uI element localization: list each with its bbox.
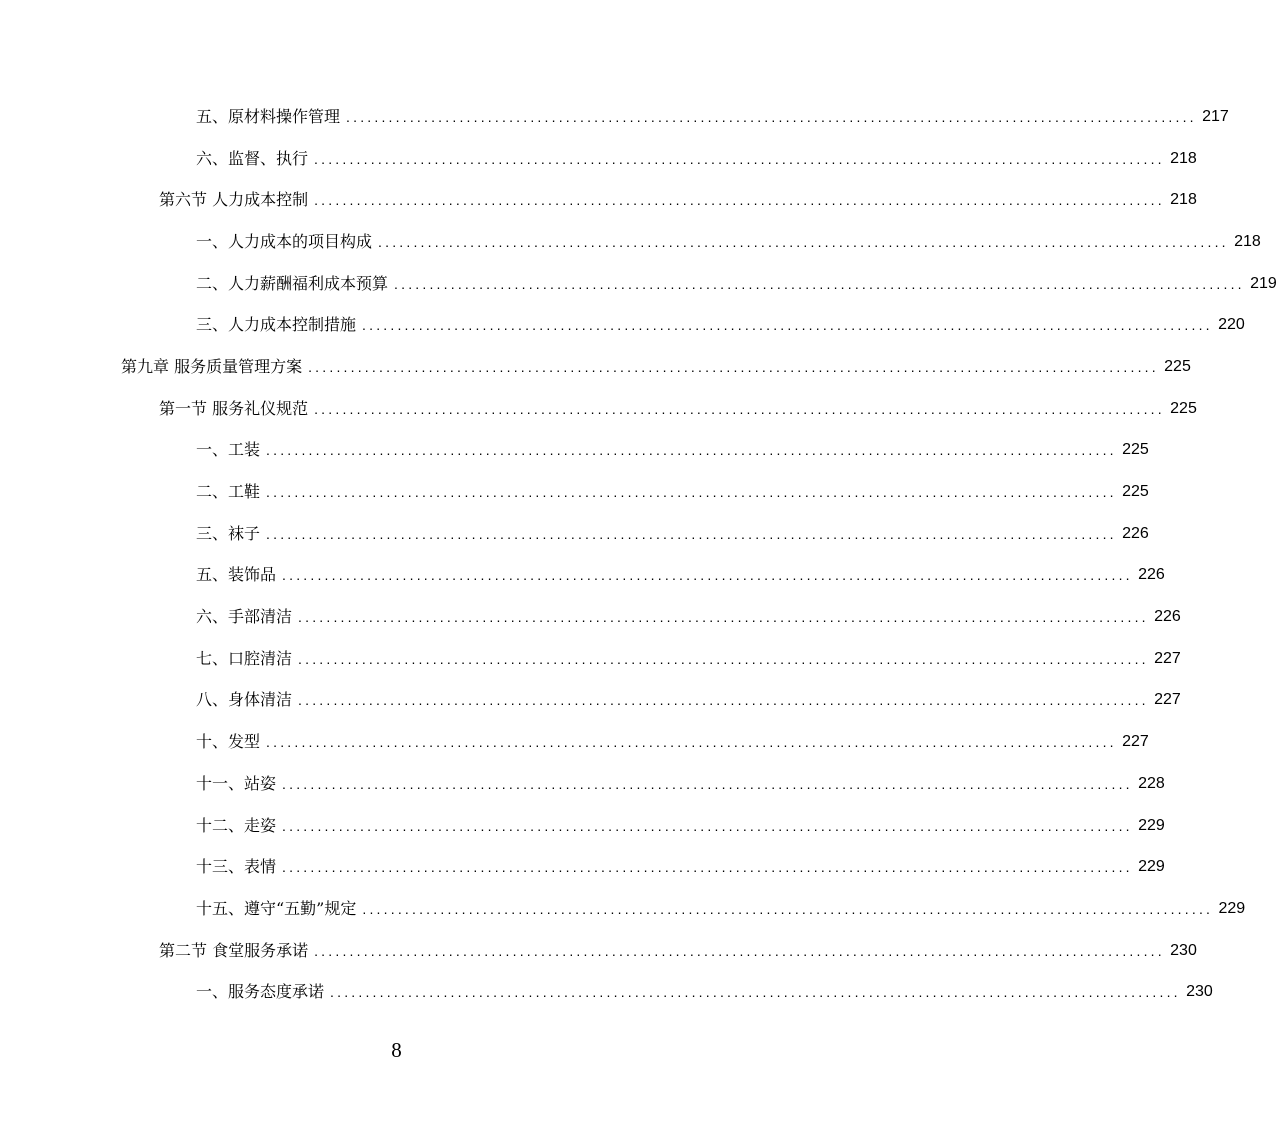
toc-dot-leader: ........................................................................................................................	[282, 817, 1133, 834]
toc-entry-title: 六、手部清洁	[196, 607, 293, 627]
toc-entry-title: 八、身体清洁	[196, 690, 293, 710]
toc-entry-title: 十一、站姿	[196, 773, 277, 793]
toc-entry-title: 五、装饰品	[196, 565, 277, 585]
toc-entry[interactable]	[0, 763, 1165, 805]
toc-entry-page: 226	[1122, 524, 1149, 542]
toc-dot-leader: ........................................................................................................................	[314, 942, 1165, 959]
toc-entry[interactable]	[0, 805, 1165, 847]
toc-entry-page: 218	[1234, 232, 1261, 250]
toc-entry[interactable]	[0, 179, 1197, 221]
toc-entry[interactable]	[0, 96, 1229, 138]
toc-entry-title: 三、袜子	[196, 523, 261, 543]
toc-dot-leader: ........................................................................................................................	[378, 233, 1229, 250]
toc-dot-leader: ........................................................................................................................	[266, 525, 1117, 542]
toc-entry-page: 230	[1186, 983, 1213, 1001]
toc-entry[interactable]	[0, 596, 1181, 638]
toc-entry-page: 218	[1170, 149, 1197, 167]
toc-entry[interactable]	[0, 430, 1149, 472]
toc-entry-page: 217	[1202, 107, 1229, 125]
toc-dot-leader: ........................................................................................................................	[314, 150, 1165, 167]
toc-entry[interactable]	[0, 846, 1165, 888]
toc-entry-page: 229	[1138, 816, 1165, 834]
toc-entry[interactable]	[0, 221, 1261, 263]
toc-entry-title: 一、人力成本的项目构成	[196, 231, 373, 251]
toc-entry-page: 229	[1138, 858, 1165, 876]
toc-entry[interactable]	[0, 971, 1213, 1013]
toc-entry[interactable]	[0, 638, 1181, 680]
toc-entry[interactable]	[0, 555, 1165, 597]
toc-dot-leader: ........................................................................................................................	[362, 317, 1213, 334]
toc-dot-leader: ........................................................................................................................	[330, 984, 1181, 1001]
toc-entry-page: 219	[1250, 274, 1277, 292]
toc-entry-title: 七、口腔清洁	[196, 648, 293, 668]
toc-dot-leader: ........................................................................................................................	[362, 900, 1214, 917]
toc-entry-title: 五、原材料操作管理	[196, 106, 341, 126]
toc-dot-leader: ........................................................................................................................	[298, 609, 1149, 626]
toc-entry-page: 229	[1218, 899, 1246, 917]
toc-entry-title: 第九章 服务质量管理方案	[121, 356, 303, 376]
toc-entry-title: 十二、走姿	[196, 815, 277, 835]
toc-entry-page: 227	[1154, 649, 1181, 667]
toc-dot-leader: ........................................................................................................................	[282, 859, 1133, 876]
toc-entry[interactable]	[0, 346, 1191, 388]
toc-entry[interactable]	[0, 471, 1149, 513]
toc-entry-page: 218	[1170, 191, 1197, 209]
toc-dot-leader: ........................................................................................................................	[266, 442, 1117, 459]
toc-entry-title: 一、工装	[196, 440, 261, 460]
toc-entry-page: 225	[1164, 357, 1191, 375]
toc-entry-title: 十、发型	[196, 732, 261, 752]
toc-entry-page: 220	[1218, 316, 1245, 334]
toc-entry-page: 226	[1154, 608, 1181, 626]
toc-entry-title: 第二节 食堂服务承诺	[159, 940, 309, 960]
toc-entry-page: 226	[1138, 566, 1165, 584]
toc-entry[interactable]	[0, 680, 1181, 722]
toc-entry-title: 六、监督、执行	[196, 148, 309, 168]
toc-entry-title: 二、人力薪酬福利成本预算	[196, 273, 389, 293]
toc-dot-leader: ........................................................................................................................	[298, 650, 1149, 667]
toc-entry[interactable]	[0, 513, 1149, 555]
toc-entry-title: 三、人力成本控制措施	[196, 315, 357, 335]
toc-entry-title: 二、工鞋	[196, 482, 261, 502]
toc-dot-leader: ........................................................................................................................	[298, 692, 1149, 709]
toc-dot-leader: ........................................................................................................................	[282, 775, 1133, 792]
toc-entry[interactable]	[0, 930, 1197, 972]
toc-dot-leader: ........................................................................................................................	[282, 567, 1133, 584]
toc-entry-page: 225	[1122, 483, 1149, 501]
toc-entry-page: 230	[1170, 941, 1197, 959]
page-number: 8	[391, 1038, 402, 1062]
toc-dot-leader: ........................................................................................................................	[308, 358, 1159, 375]
toc-entry-page: 225	[1122, 441, 1149, 459]
toc-dot-leader: ........................................................................................................................	[266, 484, 1117, 501]
toc-dot-leader: ........................................................................................................................	[394, 275, 1245, 292]
toc-entry[interactable]	[0, 388, 1197, 430]
toc-dot-leader: ........................................................................................................................	[346, 108, 1197, 125]
toc-entry-title: 十三、表情	[196, 857, 277, 877]
toc-dot-leader: ........................................................................................................................	[314, 192, 1165, 209]
toc-entry-title: 第六节 人力成本控制	[159, 190, 309, 210]
toc-entry-title: 十五、遵守“五勤”规定	[196, 898, 357, 918]
toc-entry-page: 225	[1170, 399, 1197, 417]
toc-entry-title: 第一节 服务礼仪规范	[159, 398, 309, 418]
toc-entry[interactable]	[0, 304, 1245, 346]
toc-entry-title: 一、服务态度承诺	[196, 982, 325, 1002]
toc-entry[interactable]	[0, 888, 1246, 930]
table-of-contents	[0, 96, 1277, 1013]
toc-entry-page: 227	[1154, 691, 1181, 709]
toc-dot-leader: ........................................................................................................................	[266, 734, 1117, 751]
toc-entry[interactable]	[0, 263, 1277, 305]
toc-dot-leader: ........................................................................................................................	[314, 400, 1165, 417]
toc-entry-page: 228	[1138, 774, 1165, 792]
toc-entry-page: 227	[1122, 733, 1149, 751]
toc-entry[interactable]	[0, 138, 1197, 180]
toc-entry[interactable]	[0, 721, 1149, 763]
